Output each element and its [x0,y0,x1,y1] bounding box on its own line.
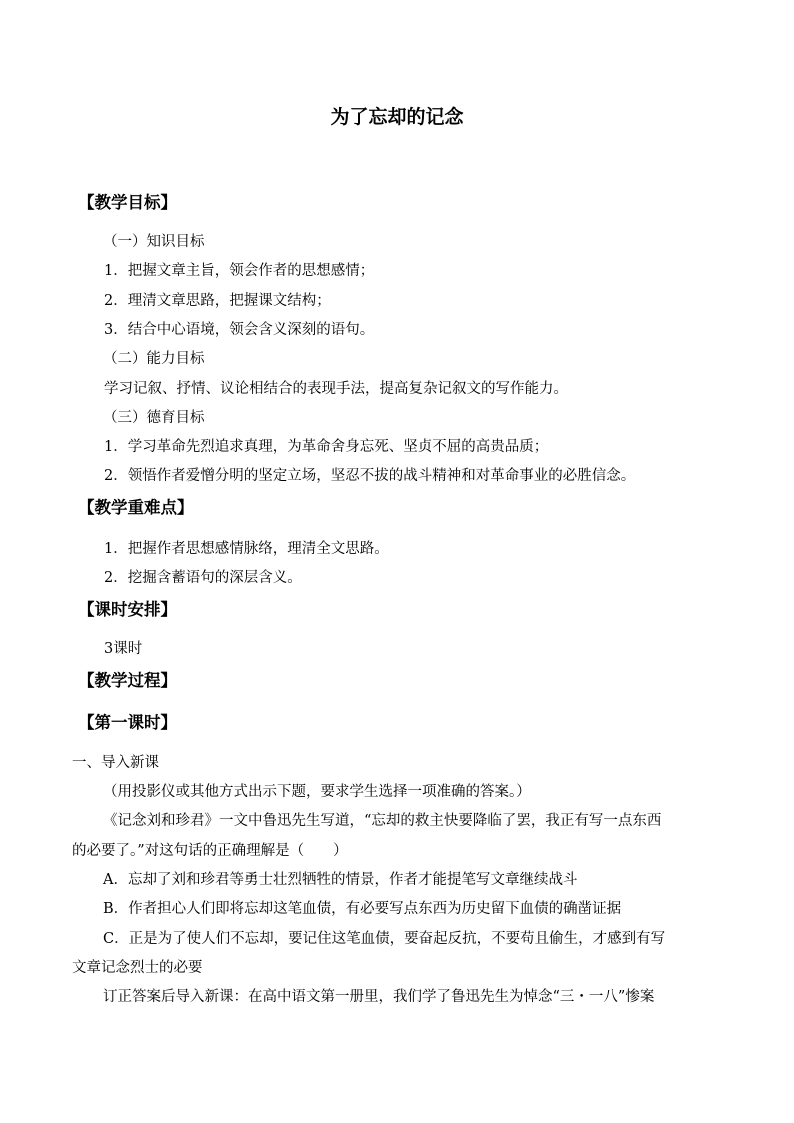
moral-item-2: 2．领悟作者爱憎分明的坚定立场，坚忍不拔的战斗精神和对革命事业的必胜信念。 [104,468,636,484]
option-a: A．忘却了刘和珍君等勇士壮烈牺牲的情景，作者才能提笔写文章继续战斗 [103,872,578,888]
document-title: 为了忘却的记念 [330,106,464,128]
intro-text: 订正答案后导入新课：在高中语文第一册里，我们学了鲁迅先生为悼念“三・一八”惨案 [103,989,655,1005]
part-title: 一、导入新课 [72,755,159,771]
key-point-1: 1．把握作者思想感情脉络，理清全文思路。 [104,541,389,557]
moral-label: （三）德育目标 [103,410,205,426]
key-points-heading: 【教学重难点】 [78,498,194,517]
goals-heading: 【教学目标】 [78,193,177,212]
option-b: B．作者担心人们即将忘却这笔血债，有必要写点东西为历史留下血债的确凿证据 [103,901,622,917]
ability-text: 学习记叙、抒情、议论相结合的表现手法，提高复杂记叙文的写作能力。 [104,381,568,397]
moral-item-1: 1．学习革命先烈追求真理，为革命舍身忘死、坚贞不屈的高贵品质； [104,439,549,455]
process-heading: 【教学过程】 [78,671,177,690]
key-point-2: 2．挖掘含蓄语句的深层含义。 [104,570,302,586]
question-line-2: 的必要了。”对这句话的正确理解是（ ） [72,843,348,859]
ability-label: （二）能力目标 [103,351,205,367]
knowledge-item-3: 3．结合中心语境，领会含义深刻的语句。 [104,322,375,338]
schedule-heading: 【课时安排】 [78,600,177,619]
option-c-line-1: C．正是为了使人们不忘却，要记住这笔血债，要奋起反抗，不要苟且偷生，才感到有写 [103,931,666,947]
schedule-text: 3课时 [104,641,143,657]
knowledge-label: （一）知识目标 [103,234,205,250]
knowledge-item-2: 2．理清文章思路，把握课文结构； [104,293,331,309]
option-c-line-2: 文章记念烈士的必要 [72,960,203,976]
knowledge-item-1: 1．把握文章主旨，领会作者的思想感情； [104,263,375,279]
question-line-1: 《记念刘和珍君》一文中鲁迅先生写道，“忘却的救主快要降临了罢，我正有写一点东西 [103,813,662,829]
instruction-text: （用投影仪或其他方式出示下题，要求学生选择一项准确的答案。） [103,784,531,800]
lesson-one-heading: 【第一课时】 [78,713,177,732]
